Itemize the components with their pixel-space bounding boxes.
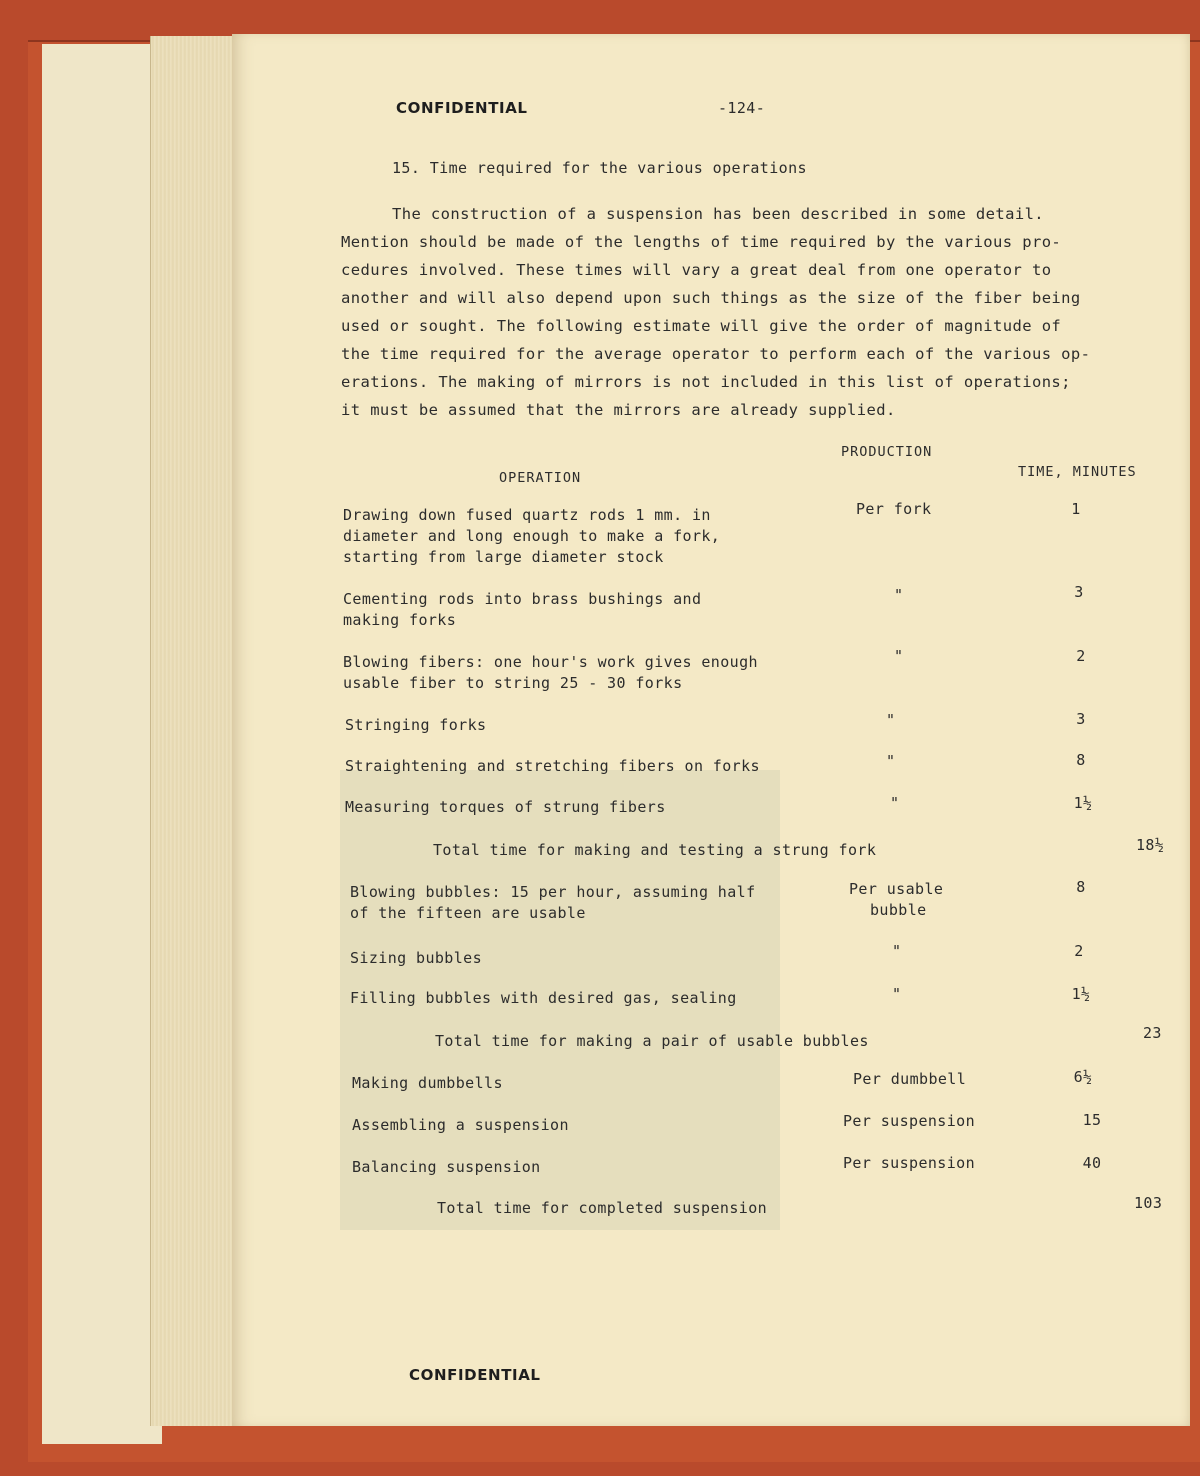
table-row-operation: Filling bubbles with desired gas, sealing (350, 989, 737, 1007)
table-row-operation: Straightening and stretching fibers on forks (345, 757, 760, 775)
paragraph-line: the time required for the average operator to perform each of the various op- (341, 345, 1091, 363)
table-row-operation: Assembling a suspension (352, 1116, 569, 1134)
section-heading: 15. Time required for the various operations (392, 159, 807, 177)
table-row-total-time: 23 (1143, 1024, 1162, 1042)
table-row-operation: Stringing forks (345, 716, 487, 734)
table-row-production: Per suspension (843, 1154, 976, 1172)
table-row-time: 6½ (1073, 1068, 1093, 1086)
table-row-operation: Drawing down fused quartz rods 1 mm. in (343, 506, 711, 524)
table-row-production: Per suspension (843, 1112, 976, 1130)
table-row-total: Total time for completed suspension (437, 1199, 768, 1217)
table-row-operation: Making dumbbells (352, 1074, 503, 1092)
column-header-production: PRODUCTION (841, 444, 933, 460)
table-row-production: " (892, 985, 902, 1003)
table-row-time: 1½ (1073, 794, 1093, 812)
header-classification: CONFIDENTIAL (396, 99, 528, 117)
paragraph-line: it must be assumed that the mirrors are already supplied. (341, 401, 896, 419)
table-row-time: 8 (1076, 878, 1086, 896)
table-row-operation: Balancing suspension (352, 1158, 541, 1176)
table-row-operation: Blowing fibers: one hour's work gives enough (343, 653, 758, 671)
table-row-production: Per usable (849, 880, 944, 898)
paragraph-line: Mention should be made of the lengths of time required by the various pro- (341, 233, 1062, 251)
table-row-time: 40 (1082, 1154, 1102, 1172)
table-row-production: bubble (870, 901, 927, 919)
table-row-production: " (886, 752, 896, 770)
table-row-operation: usable fiber to string 25 - 30 forks (343, 674, 683, 692)
table-row-time: 2 (1076, 647, 1086, 665)
paragraph-line: erations. The making of mirrors is not included in this list of operations; (341, 373, 1071, 391)
table-row-time: 15 (1082, 1111, 1102, 1129)
table-row-operation: starting from large diameter stock (343, 548, 664, 566)
column-header-operation: OPERATION (499, 470, 582, 486)
paragraph-line: The construction of a suspension has been described in some detail. (392, 205, 1045, 223)
table-row-operation: Blowing bubbles: 15 per hour, assuming half (350, 883, 756, 901)
page-number: -124- (718, 99, 766, 117)
table-row-total-time: 103 (1134, 1194, 1163, 1212)
table-row-time: 3 (1076, 710, 1086, 728)
table-row-production: " (886, 711, 896, 729)
table-row-total: Total time for making a pair of usable bubbles (435, 1032, 869, 1050)
table-row-time: 1 (1071, 500, 1081, 518)
table-row-operation: Sizing bubbles (350, 949, 483, 967)
table-row-operation: making forks (343, 611, 457, 629)
table-row-production: " (892, 942, 902, 960)
paragraph-line: cedures involved. These times will vary a great deal from one operator to (341, 261, 1052, 279)
paragraph-line: used or sought. The following estimate will give the order of magnitude of (341, 317, 1062, 335)
table-row-total: Total time for making and testing a strung fork (433, 841, 877, 859)
table-row-time: 8 (1076, 751, 1086, 769)
endpaper (42, 44, 162, 1444)
table-row-operation: of the fifteen are usable (350, 904, 586, 922)
table-row-production: Per fork (856, 500, 932, 518)
table-row-total-time: 18½ (1136, 836, 1165, 854)
column-header-time: TIME, MINUTES (1018, 464, 1137, 480)
paragraph-line: another and will also depend upon such things as the size of the fiber being (341, 289, 1081, 307)
table-row-operation: Cementing rods into brass bushings and (343, 590, 702, 608)
table-row-time: 2 (1074, 942, 1084, 960)
table-row-production: Per dumbbell (853, 1070, 967, 1088)
table-row-time: 1½ (1071, 985, 1091, 1003)
table-row-operation: Measuring torques of strung fibers (345, 798, 666, 816)
footer-classification: CONFIDENTIAL (409, 1366, 541, 1384)
table-row-time: 3 (1074, 583, 1084, 601)
table-row-production: " (894, 586, 904, 604)
table-row-production: " (894, 647, 904, 665)
table-row-operation: diameter and long enough to make a fork, (343, 527, 721, 545)
table-row-production: " (890, 794, 900, 812)
